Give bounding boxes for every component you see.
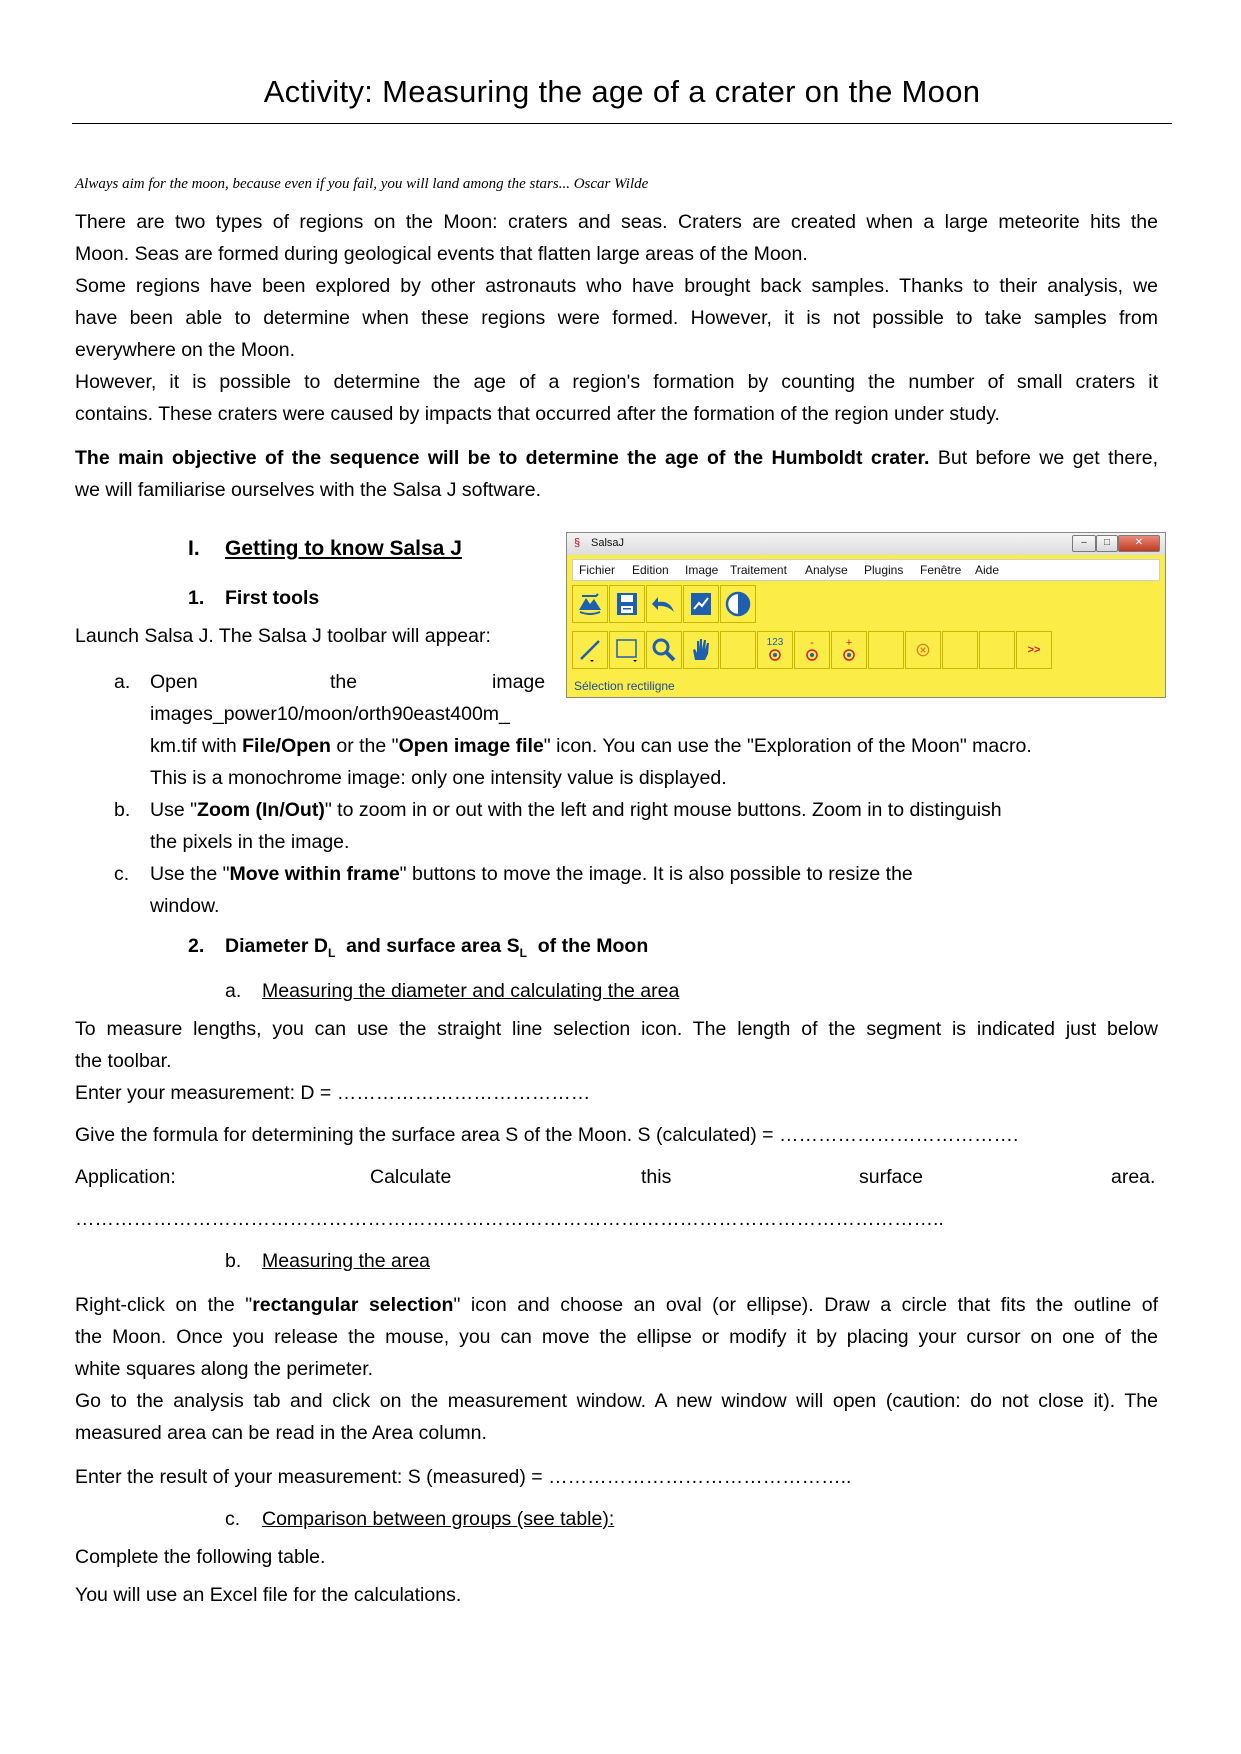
subscript-l: L: [519, 945, 527, 960]
menu-plugins[interactable]: Plugins: [864, 563, 904, 577]
minus-label: -: [810, 636, 814, 649]
empty-tool-slot: [942, 631, 978, 669]
straight-line-icon: [576, 636, 604, 664]
open-image-file-bold: Open image file: [398, 735, 544, 757]
analysis-paragraph: [75, 1385, 1158, 1449]
salsaj-app-icon: §: [574, 537, 581, 549]
undo-icon: [650, 590, 678, 618]
rectangular-selection-button[interactable]: [609, 631, 645, 669]
more-label: >>: [1027, 644, 1041, 656]
counter-button[interactable]: [757, 631, 793, 669]
application-word: area.: [1111, 1166, 1156, 1188]
empty-tool-slot: [720, 631, 756, 669]
text-line: Some regions have been explored by other astronauts who have brought back samples. Thanks to their analysis, we: [75, 275, 1158, 297]
open-image-icon: [576, 590, 604, 618]
subsection-2c-letter: c.: [225, 1508, 241, 1530]
list-letter-b: b.: [114, 799, 131, 821]
magnifier-icon: [650, 636, 678, 664]
page-title: Activity: Measuring the age of a crater on the Moon: [263, 74, 981, 109]
text-span: or the ": [330, 735, 399, 757]
formula-line: Give the formula for determining the surface area S of the Moon. S (calculated) = ……………………………….: [75, 1124, 1019, 1146]
subsection-2c-heading: Comparison between groups (see table):: [262, 1508, 615, 1530]
open-image-button[interactable]: [572, 585, 608, 623]
minimize-button[interactable]: –: [1072, 535, 1096, 552]
title-divider: [72, 123, 1172, 124]
objective-paragraph: [75, 442, 1158, 506]
subsection-2a-letter: a.: [225, 980, 242, 1002]
salsaj-status-text: Sélection rectiligne: [574, 679, 675, 693]
subsection-2-number: 2.: [188, 935, 205, 957]
menu-fenetre[interactable]: Fenêtre: [920, 563, 962, 577]
clear-target-icon: [915, 642, 931, 658]
target-icon: [842, 648, 856, 662]
section-1-heading: Getting to know Salsa J: [225, 537, 462, 560]
plus-label: +: [845, 636, 853, 649]
empty-tool-slot: [868, 631, 904, 669]
list-a-line3: [150, 730, 1032, 762]
excel-text: You will use an Excel file for the calculations.: [75, 1584, 462, 1606]
plus-target-button[interactable]: [831, 631, 867, 669]
list-a-word: Open: [150, 671, 198, 693]
list-a-word: image: [492, 671, 546, 693]
text-line: have been able to determine when these regions were formed. However, it is not possible to take samples from: [75, 307, 1158, 329]
text-span: of the Moon: [526, 935, 649, 957]
undo-button[interactable]: [646, 585, 682, 623]
zoom-button[interactable]: [646, 631, 682, 669]
list-b-line2: the pixels in the image.: [150, 831, 350, 853]
text-line: To measure lengths, you can use the straight line selection icon. The length of the segment is indicated just below: [75, 1018, 1158, 1040]
target-icon: [805, 648, 819, 662]
subsection-2b-heading: Measuring the area: [262, 1250, 431, 1272]
file-open-bold: File/Open: [242, 735, 331, 757]
contrast-button[interactable]: [720, 585, 756, 623]
epigraph-quote: Always aim for the moon, because even if you fail, you will land among the stars... Oscar Wilde: [75, 176, 649, 192]
more-tools-button[interactable]: [1016, 631, 1052, 669]
hand-icon: [687, 636, 715, 664]
salsaj-titlebar: [567, 533, 1165, 555]
counter-label: 123: [766, 637, 784, 648]
text-line: we will familiarise ourselves with the Salsa J software.: [75, 479, 542, 501]
text-span: " icon. You can use the "Exploration of the Moon" macro.: [543, 735, 1032, 757]
text-span: " to zoom in or out with the left and right mouse buttons. Zoom in to distinguish: [324, 799, 1002, 821]
text-line: measured area can be read in the Area column.: [75, 1422, 487, 1444]
empty-tool-slot: [979, 631, 1015, 669]
text-span: " icon and choose an oval (or ellipse). Draw a circle that fits the outline of: [453, 1294, 1159, 1316]
intro-paragraph-2: [75, 270, 1158, 366]
measure-paragraph: [75, 1013, 1158, 1077]
text-span: Use ": [150, 799, 198, 821]
subsection-1-heading: First tools: [225, 587, 320, 609]
close-button[interactable]: ✕: [1118, 535, 1160, 552]
subsection-1-number: 1.: [188, 587, 205, 609]
text-line: the toolbar.: [75, 1050, 172, 1072]
contrast-icon: [724, 590, 752, 618]
menu-aide[interactable]: Aide: [975, 563, 1000, 577]
text-line: Moon. Seas are formed during geological events that flatten large areas of the Moon.: [75, 243, 808, 265]
menu-edition[interactable]: Edition: [632, 563, 669, 577]
save-icon: [613, 590, 641, 618]
text-line: [75, 442, 1158, 474]
text-span: " buttons to move the image. It is also possible to resize the: [399, 863, 913, 885]
application-word: surface: [859, 1166, 923, 1188]
zoom-bold: Zoom (In/Out): [197, 799, 325, 821]
text-line: everywhere on the Moon.: [75, 339, 296, 361]
list-letter-a: a.: [114, 671, 131, 693]
complete-table-text: Complete the following table.: [75, 1546, 326, 1568]
move-within-frame-button[interactable]: [683, 631, 719, 669]
section-1-number: I.: [188, 537, 200, 560]
text-line: There are two types of regions on the Moon: craters and seas. Craters are created when a large meteorite hits the: [75, 211, 1158, 233]
application-word: this: [641, 1166, 672, 1188]
menu-fichier[interactable]: Fichier: [579, 563, 616, 577]
save-button[interactable]: [609, 585, 645, 623]
toolbar-row-1: [572, 585, 772, 623]
subsection-2b-letter: b.: [225, 1250, 242, 1272]
application-word: Application:: [75, 1166, 176, 1188]
list-a-line4: This is a monochrome image: only one intensity value is displayed.: [150, 767, 727, 789]
text-span: and surface area S: [335, 935, 520, 957]
list-a-word: the: [330, 671, 358, 693]
rectangle-selection-icon: [613, 636, 641, 664]
maximize-button[interactable]: □: [1096, 535, 1118, 552]
minus-target-button[interactable]: [794, 631, 830, 669]
right-click-paragraph: [75, 1289, 1158, 1385]
toolbar-row-2: [572, 631, 1162, 669]
launch-text: Launch Salsa J. The Salsa J toolbar will appear:: [75, 625, 491, 647]
plot-icon: [687, 590, 715, 618]
intro-paragraph-1: [75, 206, 1158, 270]
subsection-2a-heading: Measuring the diameter and calculating the area: [262, 980, 680, 1002]
intro-paragraph-3: [75, 366, 1158, 430]
salsaj-window: [566, 532, 1166, 698]
text-line: However, it is possible to determine the age of a region's formation by counting the number of small craters it: [75, 371, 1158, 393]
list-b-line1: [150, 794, 1002, 826]
answer-dots-line: ……………………………………………………………………………………………………………………..: [75, 1208, 944, 1230]
move-within-frame-bold: Move within frame: [229, 863, 400, 885]
text-span: Diameter D: [225, 935, 328, 957]
menu-image[interactable]: Image: [685, 563, 719, 577]
plot-button[interactable]: [683, 585, 719, 623]
text-line: [75, 1289, 1158, 1321]
menu-traitement[interactable]: Traitement: [730, 563, 787, 577]
subsection-2-heading: [225, 930, 648, 969]
objective-bold: The main objective of the sequence will be to determine the age of the Humboldt crater.: [75, 447, 930, 469]
text-line: the Moon. Once you release the mouse, you can move the ellipse or modify it by placing your cursor on one of the: [75, 1326, 1158, 1348]
objective-rest: But before we get there,: [929, 447, 1158, 469]
text-span: Right-click on the ": [75, 1294, 253, 1316]
text-line: contains. These craters were caused by impacts that occurred after the formation of the region under study.: [75, 403, 1000, 425]
application-word: Calculate: [370, 1166, 452, 1188]
straight-line-button[interactable]: [572, 631, 608, 669]
rectangular-selection-bold: rectangular selection: [252, 1294, 454, 1316]
text-span: Use the ": [150, 863, 230, 885]
clear-points-button[interactable]: [905, 631, 941, 669]
subscript-l: L: [327, 945, 336, 960]
enter-diameter-line: Enter your measurement: D = …………………………………: [75, 1082, 591, 1104]
text-line: Go to the analysis tab and click on the measurement window. A new window will open (caution: do not close it). The: [75, 1390, 1158, 1412]
list-letter-c: c.: [114, 863, 130, 885]
list-c-line2: window.: [150, 895, 220, 917]
salsaj-menubar: [572, 559, 1160, 581]
text-span: km.tif with: [150, 735, 243, 757]
list-c-line1: [150, 858, 913, 890]
salsaj-window-title: SalsaJ: [591, 537, 625, 549]
text-line: white squares along the perimeter.: [75, 1358, 374, 1380]
target-icon: [768, 648, 782, 662]
enter-surface-line: Enter the result of your measurement: S (measured) = ………………………………………..: [75, 1466, 852, 1488]
list-a-path: images_power10/moon/orth90east400m_: [150, 703, 510, 725]
menu-analyse[interactable]: Analyse: [805, 563, 848, 577]
